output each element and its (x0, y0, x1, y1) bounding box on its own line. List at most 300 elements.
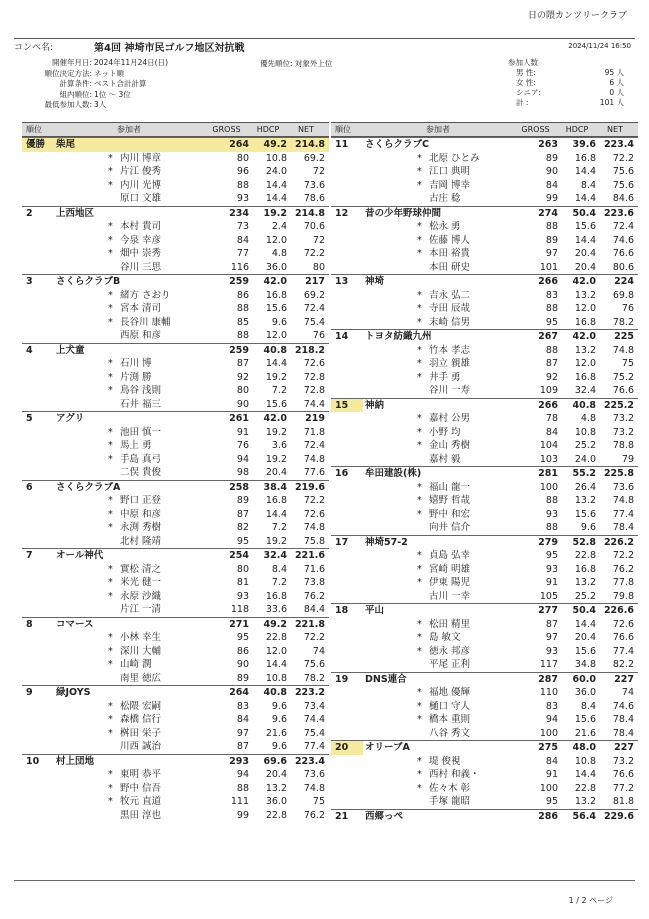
player-name: 黒田 淳也 (120, 809, 162, 821)
cell-net: 74.8 (303, 522, 325, 533)
cell-hdcp: 13.2 (574, 577, 596, 588)
player-name: 北村 隆靖 (120, 535, 162, 547)
cell-hdcp: 10.8 (574, 755, 596, 767)
info-row: 組内順位: 1位 ～ 3位 (59, 89, 131, 99)
cell-hdcp: 16.8 (265, 495, 287, 506)
player-name: 本田 裕貴 (429, 248, 471, 259)
cell-net: 76.6 (612, 769, 634, 780)
cell-hdcp: 36.0 (265, 261, 287, 273)
player-name: 羽立 親雄 (429, 358, 471, 369)
cell-hdcp: 15.6 (574, 508, 596, 520)
cell-name (363, 289, 513, 303)
player-row (331, 576, 638, 590)
cell-net: 72 (312, 166, 325, 177)
cell-hdcp: 2.4 (271, 221, 287, 232)
cell-name (54, 782, 204, 796)
best-mark: * (108, 796, 113, 807)
cell-rank (331, 727, 363, 741)
best-mark: * (108, 577, 113, 588)
cell-net: 74.4 (303, 714, 325, 725)
col-gross: GROSS (212, 125, 241, 134)
cell-name (54, 453, 204, 467)
cell-net: 223.4 (294, 755, 325, 767)
player-name: 宮本 清司 (120, 303, 162, 314)
cell-gross: 258 (229, 481, 249, 493)
cell-hdcp: 14.4 (574, 618, 596, 630)
best-mark: * (417, 316, 422, 328)
cell-rank (22, 700, 54, 714)
best-mark: * (417, 166, 422, 177)
cell-rank: 2 (26, 207, 33, 219)
cell-gross: 94 (236, 769, 249, 780)
player-name: 井手 勇 (429, 371, 461, 383)
player-row (331, 631, 638, 645)
player-name: 竹本 孝志 (429, 344, 471, 356)
col-hdcp: HDCP (565, 125, 589, 134)
cell-rank: 17 (335, 536, 349, 548)
cell-rank: 16 (335, 468, 349, 479)
cell-gross: 88 (236, 330, 249, 341)
cell-hdcp: 55.2 (572, 468, 596, 479)
cell-name (363, 371, 513, 385)
cell-rank (22, 768, 54, 782)
cell-gross: 87 (545, 358, 558, 369)
cell-name (363, 412, 513, 426)
cell-net: 227 (614, 742, 634, 753)
cell-hdcp: 9.6 (271, 700, 287, 712)
cell-name (363, 275, 513, 289)
cell-net: 226.2 (603, 536, 634, 548)
player-row (331, 508, 638, 522)
cell-rank (22, 521, 54, 535)
cell-hdcp: 10.8 (574, 426, 596, 438)
team-name: 上犬童 (56, 344, 85, 356)
cell-name (363, 700, 513, 714)
cell-hdcp: 26.4 (574, 481, 596, 493)
cell-hdcp: 19.2 (265, 426, 287, 438)
cell-gross: 84 (236, 234, 249, 246)
cell-hdcp: 33.6 (265, 604, 287, 615)
player-row (22, 645, 329, 659)
cell-hdcp: 21.6 (265, 727, 287, 739)
cell-rank (22, 179, 54, 193)
cell-name (54, 508, 204, 522)
cell-rank (22, 795, 54, 809)
player-name: 嘉村 毅 (429, 453, 461, 465)
cell-gross: 80 (236, 563, 249, 575)
player-row (331, 755, 638, 769)
player-row (331, 727, 638, 741)
cell-rank (331, 686, 363, 700)
player-name: 永渕 秀樹 (120, 522, 162, 533)
cell-rank (331, 412, 363, 426)
team-row (22, 480, 329, 495)
cell-name (54, 535, 204, 549)
cell-hdcp: 22.8 (574, 782, 596, 794)
player-name: 片渕 勝 (120, 371, 152, 383)
cell-name (54, 357, 204, 371)
cell-gross: 87 (236, 741, 249, 752)
team-name: 平山 (365, 605, 385, 616)
player-row (331, 549, 638, 563)
cell-name (363, 344, 513, 358)
best-mark: * (417, 234, 422, 246)
cell-name (363, 302, 513, 316)
cell-rank (331, 426, 363, 440)
cell-hdcp: 12.0 (265, 645, 287, 657)
cell-net: 75.6 (303, 659, 325, 670)
cell-rank (331, 371, 363, 385)
best-mark: * (108, 221, 113, 232)
cell-rank: 20 (331, 741, 363, 755)
player-name: 吉永 弘二 (429, 289, 471, 301)
team-name: 柴尾 (56, 139, 76, 150)
cell-hdcp: 8.4 (580, 179, 596, 191)
cell-net: 72.4 (303, 303, 325, 314)
info-row: 開催年月日: 2024年11月24日(日) (51, 58, 169, 67)
cell-gross: 95 (236, 632, 249, 643)
cell-gross: 100 (539, 782, 558, 794)
player-name: 佐藤 博人 (429, 234, 471, 246)
cell-rank (22, 494, 54, 508)
competition-info (22, 58, 168, 111)
cell-rank (331, 152, 363, 166)
player-name: 内川 光博 (120, 179, 162, 191)
cell-net: 73.6 (612, 481, 634, 493)
player-row (22, 466, 329, 480)
player-row (331, 344, 638, 358)
cell-name (363, 563, 513, 577)
cell-hdcp: 9.6 (580, 522, 596, 533)
cell-hdcp: 69.6 (263, 755, 287, 767)
cell-name (54, 549, 204, 563)
cell-net: 77.8 (612, 577, 634, 588)
cell-gross: 88 (236, 179, 249, 191)
cell-net: 74 (312, 645, 325, 657)
player-name: 石川 博 (120, 358, 152, 369)
cell-net: 75.8 (303, 535, 325, 547)
best-mark: * (417, 714, 422, 725)
player-name: 南里 徳広 (120, 672, 162, 684)
player-row (22, 453, 329, 467)
cell-name (54, 631, 204, 645)
cell-name (54, 247, 204, 261)
cell-net: 221.6 (294, 550, 325, 561)
cell-name (363, 590, 513, 604)
cell-name (363, 384, 513, 398)
team-name: アグリ (56, 413, 85, 424)
player-row (331, 234, 638, 248)
cell-name (54, 220, 204, 234)
player-row (22, 782, 329, 796)
best-mark: * (108, 769, 113, 780)
cell-gross: 100 (539, 481, 558, 493)
cell-net: 225 (614, 331, 634, 342)
cell-hdcp: 4.8 (580, 413, 596, 424)
cell-gross: 293 (229, 755, 249, 767)
cell-rank: 12 (335, 207, 349, 219)
cell-gross: 93 (545, 508, 558, 520)
cell-net: 225.8 (603, 468, 634, 479)
cell-net: 78.4 (612, 714, 634, 725)
cell-name (363, 439, 513, 453)
cell-gross: 261 (229, 413, 249, 424)
cell-net: 72.2 (303, 248, 325, 259)
cell-name (363, 316, 513, 330)
cell-gross: 263 (538, 139, 558, 150)
cell-net: 223.6 (603, 207, 634, 219)
cell-net: 79.8 (612, 590, 634, 602)
cell-hdcp: 22.8 (265, 632, 287, 643)
cell-hdcp: 20.4 (574, 632, 596, 643)
count-row: 女 性: 6 人 (516, 78, 624, 87)
cell-rank: 14 (335, 331, 349, 342)
cell-net: 73.4 (303, 700, 325, 712)
team-row (331, 274, 638, 289)
cell-rank (331, 631, 363, 645)
player-row (22, 384, 329, 398)
cell-hdcp: 25.2 (574, 590, 596, 602)
cell-net: 76 (312, 330, 325, 341)
cell-hdcp: 36.0 (265, 796, 287, 807)
cell-rank (331, 563, 363, 577)
cell-gross: 93 (545, 645, 558, 657)
player-name: 堤 俊視 (429, 755, 461, 767)
player-name: 二俣 貴俊 (120, 467, 162, 478)
cell-hdcp: 10.8 (265, 152, 287, 164)
player-row (22, 590, 329, 604)
cell-name (363, 741, 513, 755)
cell-net: 77.4 (612, 508, 634, 520)
cell-rank (331, 247, 363, 261)
player-row (331, 384, 638, 398)
cell-net: 84.4 (303, 604, 325, 615)
cell-gross: 84 (545, 179, 558, 191)
best-mark: * (417, 769, 422, 780)
player-name: 中原 和彦 (120, 508, 162, 520)
cell-rank (331, 782, 363, 796)
cell-gross: 259 (229, 344, 249, 356)
cell-hdcp: 15.6 (265, 398, 287, 410)
player-name: 山崎 潤 (120, 659, 152, 670)
cell-name (54, 768, 204, 782)
player-name: 森橋 信行 (120, 714, 162, 725)
player-row (22, 713, 329, 727)
cell-name (54, 192, 204, 206)
cell-hdcp: 42.0 (263, 276, 287, 287)
best-mark: * (417, 152, 422, 164)
player-name: 谷川 一寿 (429, 385, 471, 396)
best-mark: * (108, 440, 113, 451)
cell-name (363, 247, 513, 261)
player-row (331, 768, 638, 782)
cell-hdcp: 14.4 (265, 659, 287, 670)
best-mark: * (108, 248, 113, 259)
best-mark: * (108, 659, 113, 670)
best-mark: * (108, 522, 113, 533)
footer-rule (14, 880, 635, 881)
results-table-left (22, 122, 329, 822)
player-row (331, 700, 638, 714)
player-name: 永原 沙織 (120, 590, 162, 602)
player-row (22, 179, 329, 193)
team-name: さくらクラブB (56, 276, 121, 287)
cell-name (363, 207, 513, 221)
best-mark: * (108, 453, 113, 465)
player-name: 古川 一幸 (429, 590, 471, 602)
cell-gross: 96 (236, 166, 249, 177)
player-name: 原口 文雄 (120, 193, 162, 204)
team-name: 西郷っぺ (365, 810, 404, 822)
team-row (331, 535, 638, 550)
cell-gross: 88 (236, 782, 249, 794)
player-name: 松永 勇 (429, 221, 461, 232)
best-mark: * (108, 426, 113, 438)
player-name: 野口 正登 (120, 495, 162, 506)
cell-gross: 286 (538, 810, 558, 822)
count-row: 男 性: 95 人 (516, 68, 624, 77)
cell-gross: 93 (545, 563, 558, 575)
cell-net: 69.2 (303, 152, 325, 164)
col-name: 参加者 (117, 125, 141, 134)
team-name: 緑JOYS (56, 687, 91, 698)
cell-hdcp: 24.0 (574, 453, 596, 465)
team-row (331, 329, 638, 344)
cell-hdcp: 7.2 (271, 577, 287, 588)
team-name: 神納 (365, 399, 385, 411)
cell-net: 72.6 (612, 618, 634, 630)
player-row (331, 412, 638, 426)
best-mark: * (417, 508, 422, 520)
cell-hdcp: 49.2 (263, 139, 287, 150)
player-row (22, 535, 329, 549)
cell-hdcp: 20.4 (574, 261, 596, 273)
cell-gross: 259 (229, 276, 249, 287)
cell-hdcp: 42.0 (572, 276, 596, 287)
player-row (331, 152, 638, 166)
player-row (22, 247, 329, 261)
cell-name (54, 521, 204, 535)
cell-gross: 266 (538, 399, 558, 411)
cell-hdcp: 14.4 (574, 193, 596, 204)
best-mark: * (108, 166, 113, 177)
cell-net: 76.6 (612, 385, 634, 396)
team-name: コマース (56, 618, 94, 630)
best-mark: * (108, 385, 113, 396)
cell-hdcp: 15.6 (574, 714, 596, 725)
best-mark: * (108, 152, 113, 164)
team-row (331, 137, 638, 152)
cell-gross: 97 (545, 248, 558, 259)
best-mark: * (417, 618, 422, 630)
cell-net: 84.6 (612, 193, 634, 204)
cell-gross: 267 (538, 331, 558, 342)
player-row (22, 398, 329, 412)
cell-gross: 101 (539, 261, 558, 273)
cell-gross: 86 (236, 289, 249, 301)
cell-net: 74.8 (303, 782, 325, 794)
cell-gross: 281 (538, 468, 558, 479)
player-name: 八谷 秀文 (429, 727, 471, 739)
cell-gross: 93 (236, 193, 249, 204)
col-net: NET (298, 125, 314, 134)
cell-rank: 15 (331, 399, 363, 413)
cell-gross: 264 (229, 139, 249, 150)
cell-gross: 90 (236, 398, 249, 410)
cell-rank (331, 289, 363, 303)
cell-hdcp: 14.4 (574, 166, 596, 177)
cell-rank: 21 (335, 810, 349, 822)
cell-hdcp: 19.2 (265, 371, 287, 383)
cell-hdcp: 9.6 (271, 316, 287, 328)
player-row (22, 165, 329, 179)
info-row: 最低参加人数: 3人 (44, 100, 107, 109)
player-row (22, 302, 329, 316)
cell-gross: 99 (236, 809, 249, 821)
cell-hdcp: 40.8 (263, 344, 287, 356)
cell-gross: 89 (236, 495, 249, 506)
player-row (331, 261, 638, 275)
player-row (22, 439, 329, 453)
player-name: 樋口 守人 (429, 700, 471, 712)
player-row (331, 658, 638, 672)
cell-name (363, 727, 513, 741)
cell-rank (331, 645, 363, 659)
best-mark: * (108, 700, 113, 712)
cell-name (54, 165, 204, 179)
cell-name (54, 207, 204, 221)
cell-rank (22, 371, 54, 385)
cell-name (363, 782, 513, 796)
cell-net: 78.2 (303, 672, 325, 684)
cell-gross: 91 (236, 426, 249, 438)
player-name: 松隈 宏嗣 (120, 700, 162, 712)
cell-net: 74.8 (303, 453, 325, 465)
cell-name (363, 755, 513, 769)
cell-rank (22, 590, 54, 604)
cell-name (363, 713, 513, 727)
cell-name (54, 727, 204, 741)
player-row (22, 563, 329, 577)
best-mark: * (108, 714, 113, 725)
player-row (331, 795, 638, 809)
cell-rank (22, 302, 54, 316)
cell-rank (331, 700, 363, 714)
cell-net: 77.2 (612, 782, 634, 794)
best-mark: * (108, 645, 113, 657)
cell-gross: 80 (236, 385, 249, 396)
cell-gross: 234 (229, 207, 249, 219)
cell-hdcp: 12.0 (574, 303, 596, 314)
cell-name (54, 563, 204, 577)
team-row (331, 672, 638, 687)
team-name: オール神代 (56, 550, 104, 561)
cell-hdcp: 13.2 (265, 782, 287, 794)
cell-rank (22, 152, 54, 166)
player-name: 實松 清之 (120, 563, 162, 575)
player-name: 徳永 邦彦 (429, 645, 471, 657)
cell-net: 72.8 (303, 371, 325, 383)
player-name: 野中 和宏 (429, 508, 471, 520)
cell-name (54, 809, 204, 823)
cell-hdcp: 14.4 (265, 179, 287, 191)
cell-hdcp: 42.0 (263, 413, 287, 424)
cell-gross: 104 (539, 440, 558, 451)
cell-hdcp: 36.0 (574, 687, 596, 698)
cell-name (54, 302, 204, 316)
cell-name (54, 672, 204, 686)
cell-rank (22, 426, 54, 440)
